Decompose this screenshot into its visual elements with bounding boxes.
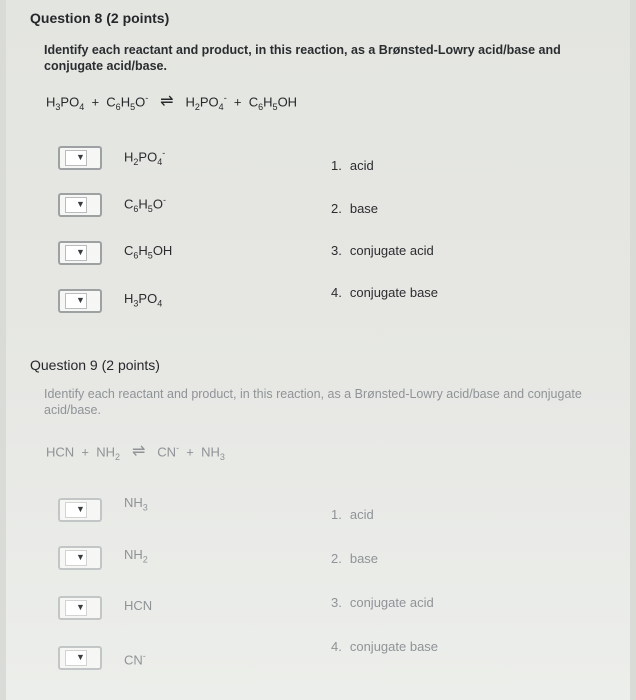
chevron-down-icon: ▼ — [76, 652, 85, 662]
equilibrium-arrow-icon: ⇌ — [160, 93, 174, 111]
chevron-down-icon: ▼ — [76, 199, 85, 209]
quiz-page — [6, 0, 630, 700]
option-conjugate-base: 4. conjugate base — [331, 639, 439, 654]
option-conjugate-acid: 3. conjugate acid — [331, 243, 434, 258]
item-label-hcn: HCN — [124, 598, 153, 613]
match-select-nh2[interactable] — [58, 546, 102, 570]
chevron-down-icon: ▼ — [76, 504, 85, 514]
question-8-reaction: $H_3PO_4 + C_6H_5O^-$ ⇌ $H_2PO_4^- + C_6H_5OH$ — [46, 93, 298, 112]
chevron-down-icon: ▼ — [76, 247, 85, 257]
option-acid: 1. acid — [331, 507, 374, 522]
match-select-h3po4[interactable] — [58, 289, 102, 313]
option-base: 2. base — [331, 551, 379, 566]
chevron-down-icon: ▼ — [76, 552, 85, 562]
item-label-nh2: $NH_2$ — [124, 547, 148, 565]
question-8-prompt: Identify each reactant and product, in this reaction, as a Brønsted-Lowry acid/base and conjugate acid/base. — [44, 43, 561, 73]
item-label-nh3: $NH_3$ — [124, 495, 148, 513]
question-9-reaction: HCN + $NH_2$ ⇌ $CN^- + NH_3$ — [46, 443, 225, 462]
match-select-c6h5oh[interactable] — [58, 241, 102, 265]
item-label-c6h5oh: $C_6H_5OH$ — [124, 243, 173, 261]
chevron-down-icon: ▼ — [76, 602, 85, 612]
match-select-h2po4[interactable] — [58, 146, 102, 170]
option-acid: 1. acid — [331, 158, 374, 173]
question-9-heading: Question 9 (2 points) — [30, 357, 160, 373]
item-label-h2po4: $H_2PO_4^-$ — [124, 148, 166, 167]
option-base: 2. base — [331, 201, 379, 216]
item-label-c6h5o: $C_6H_5O^-$ — [124, 195, 166, 214]
equilibrium-arrow-icon: ⇌ — [131, 443, 146, 461]
chevron-down-icon: ▼ — [76, 295, 85, 305]
question-8-heading: Question 8 (2 points) — [30, 10, 170, 26]
item-label-cn: CN- — [124, 651, 146, 668]
chevron-down-icon: ▼ — [76, 152, 85, 162]
option-conjugate-base: 4. conjugate base — [331, 285, 439, 300]
match-select-hcn[interactable] — [58, 596, 102, 620]
match-select-nh3[interactable] — [58, 498, 102, 522]
question-9-prompt: Identify each reactant and product, in this reaction, as a Brønsted-Lowry acid/base and conjugate acid/base. — [44, 387, 582, 417]
option-conjugate-acid: 3. conjugate acid — [331, 595, 434, 610]
match-select-c6h5o[interactable] — [58, 193, 102, 217]
item-label-h3po4: $H_3PO_4$ — [124, 291, 163, 309]
match-select-cn[interactable] — [58, 646, 102, 670]
